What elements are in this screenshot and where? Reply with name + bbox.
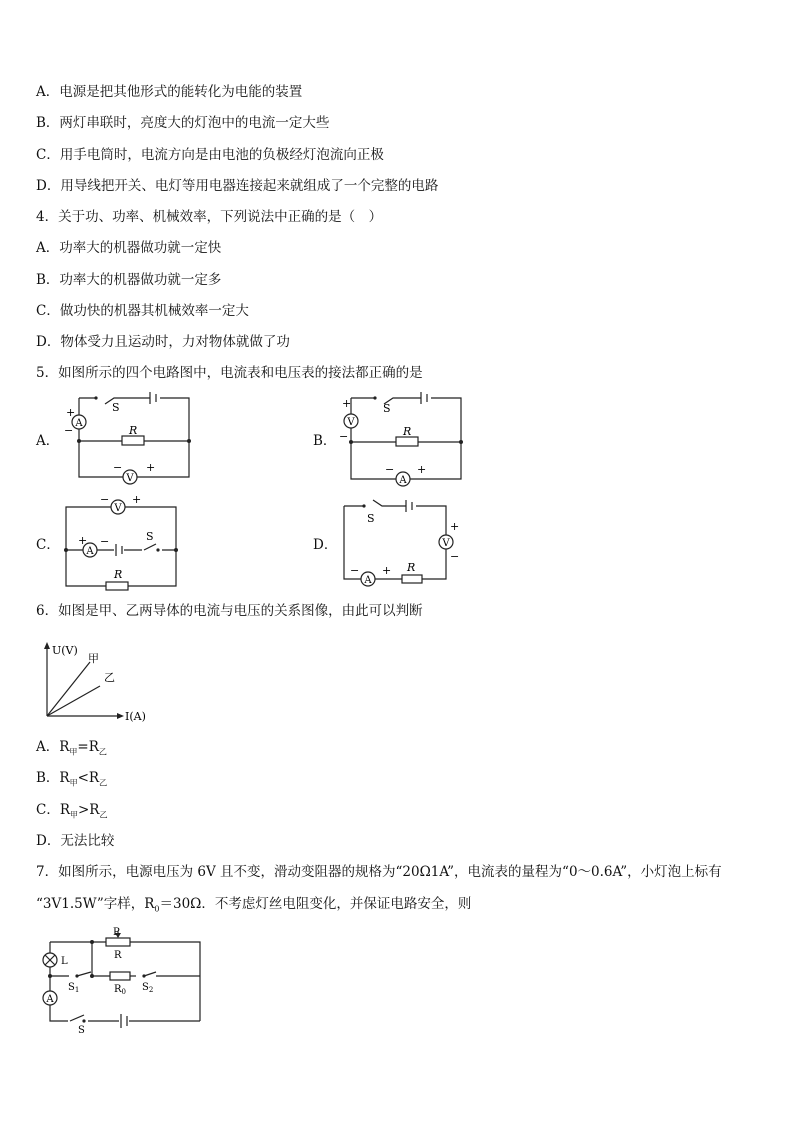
q6-graph [36,640,166,725]
voltmeter-plus: + [146,461,156,474]
q3-option-b: B．两灯串联时，亮度大的灯泡中的电流一定大些 [36,115,330,131]
resistor-label: R [129,424,138,437]
lamp-label: L [61,956,68,967]
q3-option-a: A．电源是把其他形式的能转化为电能的装置 [36,84,303,100]
ammeter-a-symbol: A [75,418,83,429]
q6-option-b: B．$R_甲<R_乙$ [36,770,108,788]
q6-option-c: C．$R_甲>R_乙$ [36,802,108,820]
y-axis-arrow [44,642,50,649]
q4-stem: 4．关于功、功率、机械效率，下列说法中正确的是（ ） [36,209,383,225]
switch-label: S [112,401,120,414]
ammeter-c-symbol: A [86,546,94,557]
switch-label: S [146,530,154,543]
q5-label-b: B． [313,433,337,449]
voltmeter-minus: − [100,493,110,506]
q7-stem-line1: 7．如图所示，电源电压为 6V 且不变，滑动变阻器的规格为“20Ω1A”，电流表的量程为“0～0.6A”，小灯泡上标有 [36,864,722,880]
ammeter-plus: + [78,534,88,547]
q5-label-d: D． [313,537,338,553]
ammeter-b-symbol: A [399,475,407,486]
ammeter-label: A [46,994,54,1005]
ammeter-minus: − [100,535,110,548]
q5-stem: 5．如图所示的四个电路图中，电流表和电压表的接法都正确的是 [36,365,423,381]
q3-option-d: D．用导线把开关、电灯等用电器连接起来就组成了一个完整的电路 [36,178,439,194]
resistor-label: R [114,568,123,581]
ammeter-plus: + [382,564,392,577]
voltmeter-plus: + [450,520,460,533]
switch-label: S [367,512,375,525]
voltmeter-d-symbol: V [442,538,450,549]
q4-option-c: C．做功快的机器其机械效率一定大 [36,303,249,319]
ammeter-minus: − [64,424,74,437]
switch-label: S [383,402,391,415]
y-axis-label: U(V) [52,644,78,657]
switch-s-label: S [78,1025,85,1036]
resistor-label: R [403,425,412,438]
ammeter-plus: + [417,463,427,476]
ammeter-plus: + [66,406,76,419]
x-axis-arrow [117,713,124,719]
q4-option-d: D．物体受力且运动时，力对物体就做了功 [36,334,290,350]
q6-option-a: A．$R_甲=R_乙$ [36,739,107,757]
switch-s1-label: $S_1$ [68,982,80,994]
q5-label-c: C． [36,537,60,553]
resistor-label: R [407,561,416,574]
q3-option-c: C．用手电筒时，电流方向是由电池的负极经灯泡流向正极 [36,147,384,163]
ammeter-minus: − [385,463,395,476]
ammeter-d-symbol: A [364,575,372,586]
q5-circuit-a [56,392,196,492]
q5-circuit-d [340,494,480,594]
slider-p-label: P [113,927,120,938]
q5-label-a: A． [36,433,60,449]
series-label-jia: 甲 [88,652,99,665]
switch-s2-label: $S_2$ [142,982,154,994]
voltmeter-symbol: V [126,473,134,484]
q4-option-a: A．功率大的机器做功就一定快 [36,240,222,256]
voltmeter-plus: + [132,493,142,506]
resistor-r0 [110,972,130,980]
q6-stem: 6．如图是甲、乙两导体的电流与电压的关系图像，由此可以判断 [36,603,423,619]
voltmeter-plus: + [342,397,352,410]
x-axis-label: I(A) [125,710,146,723]
line-yi [47,686,100,716]
line-jia [47,662,90,716]
rheostat-label: R [114,950,122,961]
ammeter-minus: − [350,564,360,577]
q5-circuit-b [333,392,473,492]
series-label-yi: 乙 [104,671,115,684]
rheostat-r [106,938,130,946]
r0-label: $R_0$ [114,984,126,996]
q5-circuit-c [56,494,196,594]
q4-option-b: B．功率大的机器做功就一定多 [36,272,222,288]
voltmeter-c-symbol: V [114,503,122,514]
q7-stem-line2: “3V1.5W”字样，$R_0=30\Omega$．不考虑灯丝电阻变化，并保证电路安全，则 [36,896,472,914]
q6-option-d: D．无法比较 [36,833,115,849]
voltmeter-minus: − [113,461,123,474]
voltmeter-b-symbol: V [347,417,355,428]
q7-circuit [36,924,176,1034]
voltmeter-minus: − [339,430,349,443]
voltmeter-minus: − [450,550,460,563]
